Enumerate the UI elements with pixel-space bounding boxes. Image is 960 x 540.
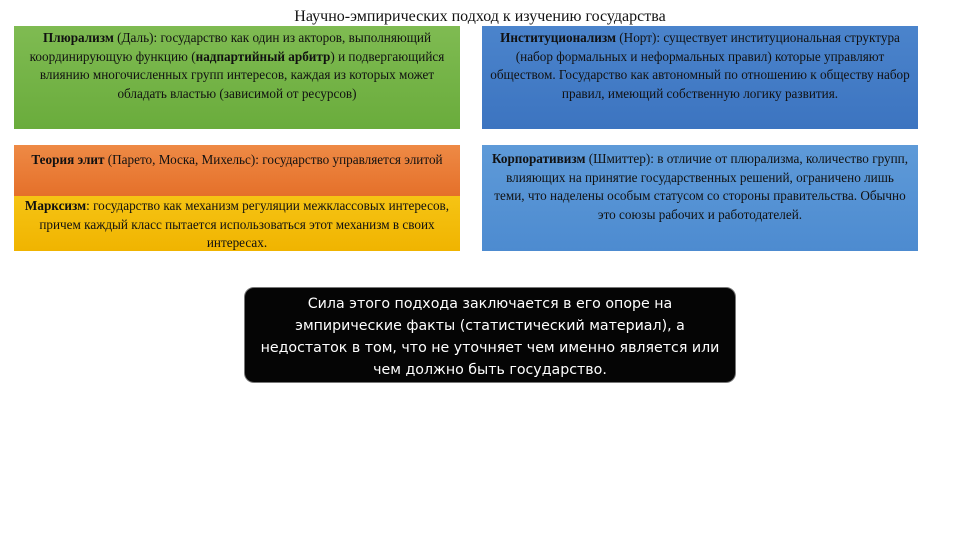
marxism-term: Марксизм — [24, 198, 87, 213]
marxism-text: : государство как механизм регуляции межклассовых интересов, причем каждый класс пытается использоваться этот механизм в своих интересах. — [39, 198, 450, 250]
pluralism-term: Плюрализм — [42, 30, 114, 45]
elite-theory-box — [14, 145, 460, 196]
corporatism-text: (Шмиттер): в отличие от плюрализма, количество групп, влияющих на принятие государственных решений, ограничено лишь теми, что наделены особым статусом со стороны правительства. Обычно это союзы рабочих и работодателей. — [494, 151, 909, 222]
institutionalism-box — [482, 26, 918, 129]
elite-theory-term: Теория элит — [31, 152, 105, 167]
pluralism-text: (Даль): государство как один из акторов, выполняющий координирующую функцию ( — [29, 30, 432, 64]
pluralism-box — [14, 26, 460, 129]
pluralism-bold: надпартийный арбитр — [195, 48, 331, 64]
conclusion-callout: Сила этого подхода заключается в его опоре на эмпирические факты (статистический материал), а недостаток в том, что не уточняет чем именно является или чем должно быть государство. — [244, 287, 736, 383]
institutionalism-text: (Норт): существует институциональная структура (набор формальных и неформальных правил) которые управляют обществом. Государство как автономный по отношению к обществу набор правил, имеющий собственную логику развития. — [490, 30, 910, 101]
slide-title: Научно-эмпирических подход к изучению государства — [294, 8, 666, 25]
elite-theory-text: (Парето, Моска, Михельс): государство управляется элитой — [104, 152, 443, 167]
marxism-box — [14, 196, 460, 251]
institutionalism-term: Институционализм — [500, 30, 616, 45]
pluralism-text-end: ) и подвергающийся влиянию многочисленных групп интересов, каждая из которых может обладать властью (зависимой от ресурсов) — [39, 48, 445, 101]
corporatism-box — [482, 145, 918, 251]
corporatism-term: Корпоративизм — [491, 151, 586, 166]
